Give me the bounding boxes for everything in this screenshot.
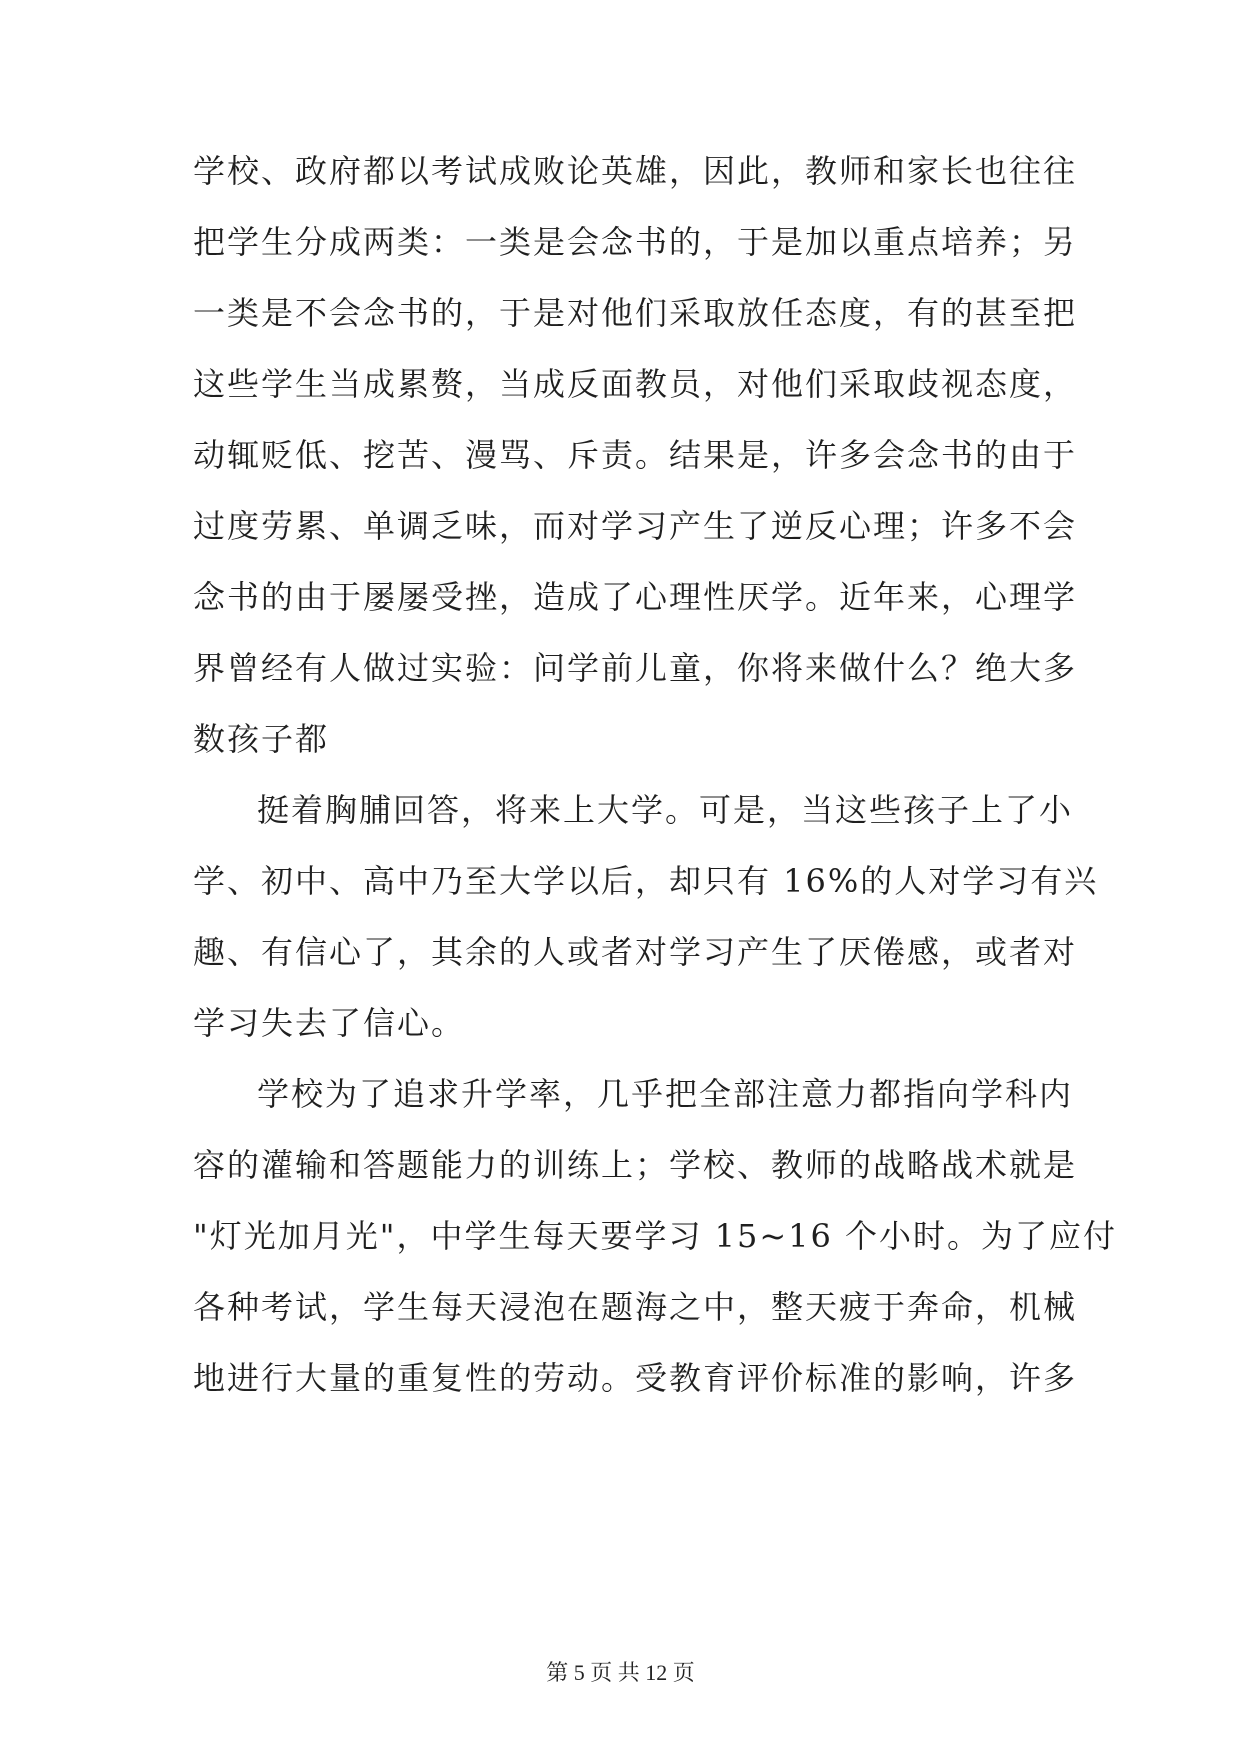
text-line: 过度劳累、单调乏味，而对学习产生了逆反心理；许多不会 (193, 507, 1078, 545)
text-line: 学习失去了信心。 (193, 1004, 466, 1042)
text-line: 数孩子都 (193, 720, 330, 758)
text-line: 学校、政府都以考试成败论英雄，因此，教师和家长也往往 (193, 152, 1078, 190)
text-line: 动辄贬低、挖苦、漫骂、斥责。结果是，许多会念书的由于 (193, 436, 1078, 474)
text-line: 念书的由于屡屡受挫，造成了心理性厌学。近年来，心理学 (193, 578, 1078, 616)
text-line: 各种考试，学生每天浸泡在题海之中，整天疲于奔命，机械 (193, 1288, 1078, 1326)
text-line: "灯光加月光"，中学生每天要学习 15~16 个小时。为了应付 (193, 1217, 1118, 1255)
text-line: 把学生分成两类：一类是会念书的，于是加以重点培养；另 (193, 223, 1078, 261)
text-line: 学、初中、高中乃至大学以后，却只有 16%的人对学习有兴 (193, 862, 1099, 900)
paragraph-first-line: 学校为了追求升学率，几乎把全部注意力都指向学科内 (257, 1075, 1074, 1113)
text-line: 界曾经有人做过实验：问学前儿童，你将来做什么？绝大多 (193, 649, 1078, 687)
text-line: 趣、有信心了，其余的人或者对学习产生了厌倦感，或者对 (193, 933, 1078, 971)
text-line: 地进行大量的重复性的劳动。受教育评价标准的影响，许多 (193, 1359, 1078, 1397)
page-footer: 第 5 页 共 12 页 (546, 1660, 695, 1685)
text-line: 容的灌输和答题能力的训练上；学校、教师的战略战术就是 (193, 1146, 1078, 1184)
paragraph-first-line: 挺着胸脯回答，将来上大学。可是，当这些孩子上了小 (257, 791, 1074, 829)
text-line: 这些学生当成累赘，当成反面教员，对他们采取歧视态度， (193, 365, 1078, 403)
text-line: 一类是不会念书的，于是对他们采取放任态度，有的甚至把 (193, 294, 1078, 332)
